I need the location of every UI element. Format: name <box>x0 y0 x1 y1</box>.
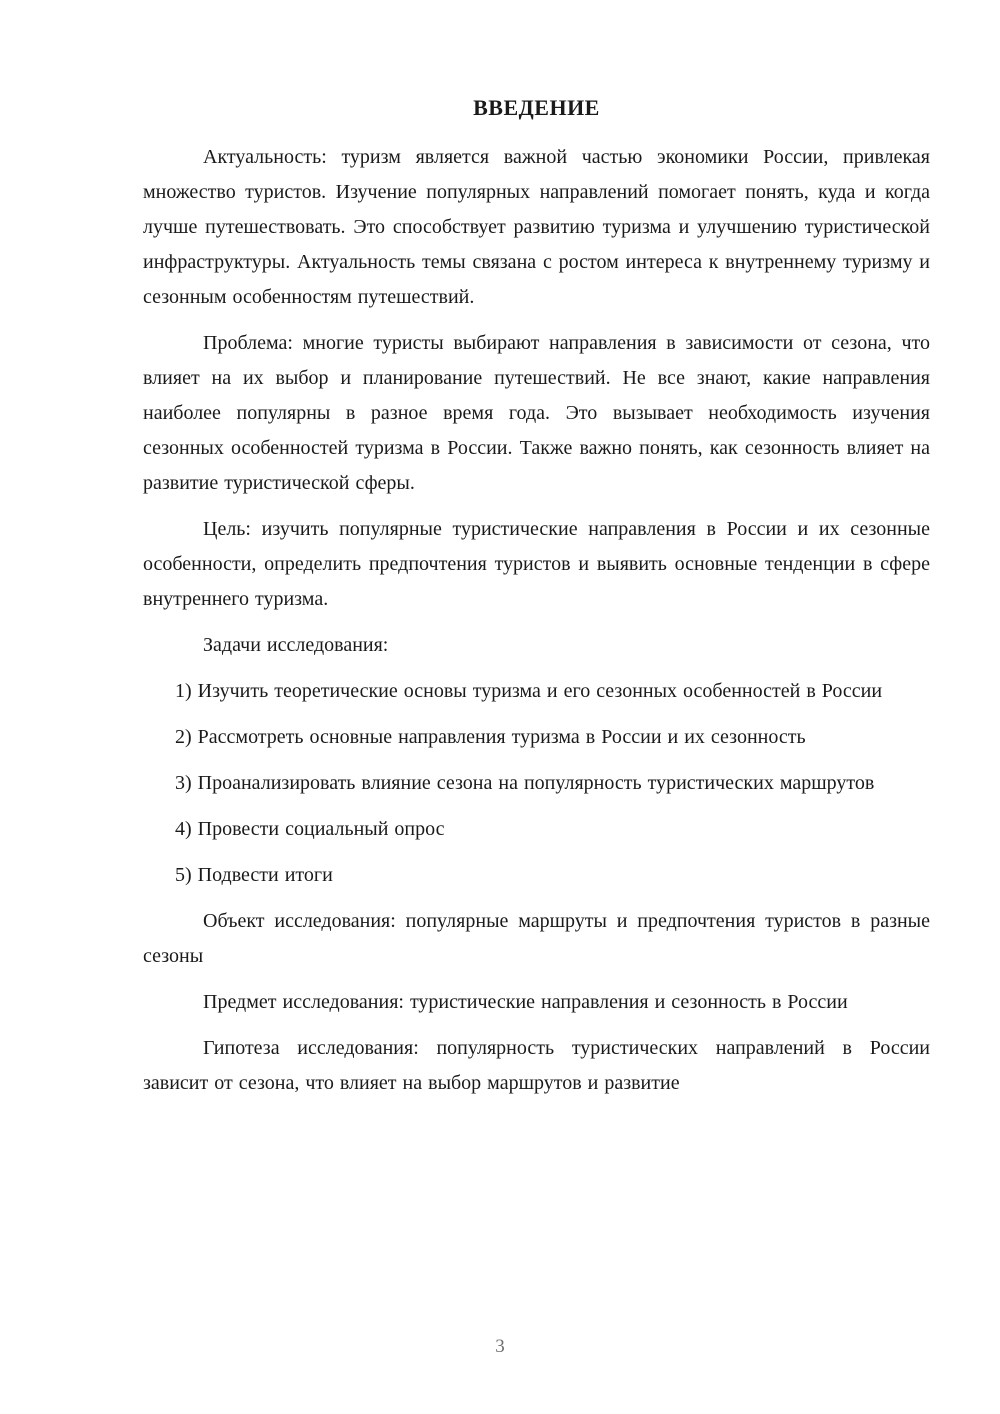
task-item-1: 1) Изучить теоретические основы туризма и его сезонных особенностей в России <box>175 680 883 702</box>
paragraph-goal: Цель: изучить популярные туристические направления в России и их сезонные особенности, определить предпочтения туристов и выявить основные тенденции в сфере внутреннего туризма. <box>143 518 930 610</box>
paragraph-relevance: Актуальность: туризм является важной частью экономики России, привлекая множество туристов. Изучение популярных направлений помогает понять, куда и когда лучше путешествовать. Это способствует развитию туризма и улучшению туристической инфраструктуры. Актуальность темы связана с ростом интереса к внутреннему туризму и сезонным особенностям путешествий. <box>143 146 930 308</box>
paragraph-hypothesis: Гипотеза исследования: популярность туристических направлений в России зависит от сезона, что влияет на выбор маршрутов и развитие <box>143 1037 930 1094</box>
task-item-4: 4) Провести социальный опрос <box>175 818 445 840</box>
paragraph-subject: Предмет исследования: туристические направления и сезонность в России <box>203 991 848 1013</box>
task-item-2: 2) Рассмотреть основные направления туризма в России и их сезонность <box>175 726 806 748</box>
paragraph-tasks-heading: Задачи исследования: <box>203 634 389 656</box>
document-title: ВВЕДЕНИЕ <box>473 95 600 120</box>
paragraph-object: Объект исследования: популярные маршруты и предпочтения туристов в разные сезоны <box>143 910 930 967</box>
page-number: 3 <box>495 1336 505 1357</box>
paragraph-problem: Проблема: многие туристы выбирают направления в зависимости от сезона, что влияет на их выбор и планирование путешествий. Не все знают, какие направления наиболее популярны в разное время года. Это вызывает необходимость изучения сезонных особенностей туризма в России. Также важно понять, как сезонность влияет на развитие туристической сферы. <box>143 332 930 494</box>
document-content <box>143 90 930 1112</box>
task-item-3: 3) Проанализировать влияние сезона на популярность туристических маршрутов <box>175 772 875 794</box>
task-item-5: 5) Подвести итоги <box>175 864 333 886</box>
